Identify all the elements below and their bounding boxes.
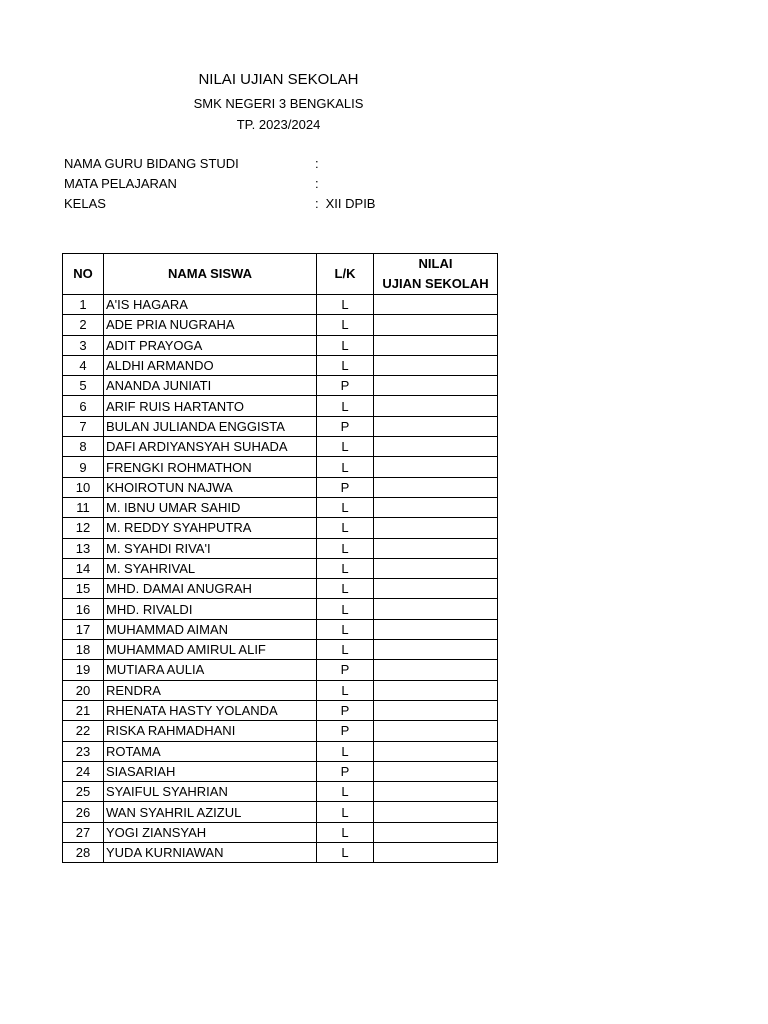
- cell-no: 7: [63, 416, 104, 436]
- table-row: [63, 295, 498, 315]
- cell-no: 18: [63, 640, 104, 660]
- cell-lk: P: [317, 416, 374, 436]
- table-row: [63, 558, 498, 578]
- table-row: [63, 497, 498, 517]
- header-nilai: [374, 254, 498, 295]
- table-row: [63, 741, 498, 761]
- cell-name: M. SYAHRIVAL: [104, 558, 317, 578]
- cell-lk: L: [317, 619, 374, 639]
- cell-name: M. IBNU UMAR SAHID: [104, 497, 317, 517]
- cell-nilai: [374, 782, 498, 802]
- cell-no: 13: [63, 538, 104, 558]
- table-row: [63, 700, 498, 720]
- cell-no: 24: [63, 761, 104, 781]
- cell-name: M. REDDY SYAHPUTRA: [104, 518, 317, 538]
- cell-nilai: [374, 538, 498, 558]
- cell-lk: L: [317, 741, 374, 761]
- cell-lk: P: [317, 376, 374, 396]
- kelas-colon: :: [315, 196, 319, 211]
- cell-nilai: [374, 416, 498, 436]
- table-row: [63, 782, 498, 802]
- cell-lk: L: [317, 579, 374, 599]
- header-no: NO: [63, 254, 104, 295]
- cell-no: 1: [63, 295, 104, 315]
- cell-no: 20: [63, 680, 104, 700]
- cell-no: 15: [63, 579, 104, 599]
- table-row: [63, 538, 498, 558]
- cell-name: ROTAMA: [104, 741, 317, 761]
- cell-name: RISKA RAHMADHANI: [104, 721, 317, 741]
- cell-nilai: [374, 660, 498, 680]
- cell-name: ANANDA JUNIATI: [104, 376, 317, 396]
- grades-table: [62, 253, 498, 863]
- cell-lk: L: [317, 315, 374, 335]
- cell-name: YUDA KURNIAWAN: [104, 843, 317, 863]
- cell-lk: L: [317, 497, 374, 517]
- header-lk: L/K: [317, 254, 374, 295]
- cell-no: 25: [63, 782, 104, 802]
- cell-nilai: [374, 396, 498, 416]
- header-nilai-line1: NILAI: [418, 256, 453, 271]
- cell-no: 12: [63, 518, 104, 538]
- cell-nilai: [374, 335, 498, 355]
- table-header-row: [63, 254, 498, 295]
- table-row: [63, 457, 498, 477]
- cell-nilai: [374, 376, 498, 396]
- cell-name: M. SYAHDI RIVA'I: [104, 538, 317, 558]
- cell-no: 10: [63, 477, 104, 497]
- cell-no: 9: [63, 457, 104, 477]
- cell-name: MUTIARA AULIA: [104, 660, 317, 680]
- cell-name: DAFI ARDIYANSYAH SUHADA: [104, 437, 317, 457]
- cell-lk: L: [317, 457, 374, 477]
- cell-lk: L: [317, 396, 374, 416]
- table-row: [63, 761, 498, 781]
- cell-name: ARIF RUIS HARTANTO: [104, 396, 317, 416]
- cell-nilai: [374, 761, 498, 781]
- table-row: [63, 376, 498, 396]
- table-row: [63, 802, 498, 822]
- cell-nilai: [374, 295, 498, 315]
- table-row: [63, 599, 498, 619]
- cell-lk: L: [317, 822, 374, 842]
- table-row: [63, 335, 498, 355]
- table-row: [63, 579, 498, 599]
- cell-nilai: [374, 802, 498, 822]
- cell-nilai: [374, 477, 498, 497]
- cell-no: 28: [63, 843, 104, 863]
- cell-lk: L: [317, 782, 374, 802]
- cell-name: A'IS HAGARA: [104, 295, 317, 315]
- table-row: [63, 477, 498, 497]
- cell-lk: L: [317, 518, 374, 538]
- kelas-value: [322, 196, 375, 211]
- cell-name: KHOIROTUN NAJWA: [104, 477, 317, 497]
- cell-no: 27: [63, 822, 104, 842]
- cell-no: 4: [63, 355, 104, 375]
- cell-lk: L: [317, 558, 374, 578]
- table-row: [63, 315, 498, 335]
- academic-year: TP. 2023/2024: [236, 117, 321, 132]
- cell-name: RENDRA: [104, 680, 317, 700]
- cell-no: 14: [63, 558, 104, 578]
- cell-nilai: [374, 579, 498, 599]
- cell-nilai: [374, 457, 498, 477]
- document-title: NILAI UJIAN SEKOLAH: [198, 71, 359, 88]
- cell-nilai: [374, 680, 498, 700]
- table-row: [63, 355, 498, 375]
- table-row: [63, 416, 498, 436]
- cell-lk: L: [317, 538, 374, 558]
- cell-lk: L: [317, 680, 374, 700]
- mapel-label: MATA PELAJARAN: [64, 176, 177, 191]
- cell-nilai: [374, 619, 498, 639]
- cell-name: MUHAMMAD AMIRUL ALIF: [104, 640, 317, 660]
- cell-lk: L: [317, 802, 374, 822]
- cell-name: MUHAMMAD AIMAN: [104, 619, 317, 639]
- cell-name: MHD. RIVALDI: [104, 599, 317, 619]
- cell-nilai: [374, 497, 498, 517]
- cell-no: 22: [63, 721, 104, 741]
- cell-name: SIASARIAH: [104, 761, 317, 781]
- table-body: [63, 295, 498, 863]
- cell-no: 26: [63, 802, 104, 822]
- table-row: [63, 721, 498, 741]
- table-row: [63, 822, 498, 842]
- cell-no: 6: [63, 396, 104, 416]
- cell-no: 19: [63, 660, 104, 680]
- kelas-value-text: XII DPIB: [325, 196, 376, 211]
- cell-no: 17: [63, 619, 104, 639]
- cell-name: RHENATA HASTY YOLANDA: [104, 700, 317, 720]
- cell-lk: L: [317, 335, 374, 355]
- cell-lk: P: [317, 660, 374, 680]
- cell-lk: P: [317, 761, 374, 781]
- table-row: [63, 640, 498, 660]
- cell-nilai: [374, 355, 498, 375]
- table-row: [63, 680, 498, 700]
- cell-nilai: [374, 721, 498, 741]
- cell-no: 16: [63, 599, 104, 619]
- school-name: SMK NEGERI 3 BENGKALIS: [193, 96, 364, 111]
- cell-nilai: [374, 700, 498, 720]
- cell-name: ADE PRIA NUGRAHA: [104, 315, 317, 335]
- table-row: [63, 518, 498, 538]
- cell-nilai: [374, 640, 498, 660]
- cell-no: 11: [63, 497, 104, 517]
- cell-no: 3: [63, 335, 104, 355]
- header-name: NAMA SISWA: [104, 254, 317, 295]
- cell-no: 5: [63, 376, 104, 396]
- cell-lk: P: [317, 721, 374, 741]
- cell-name: WAN SYAHRIL AZIZUL: [104, 802, 317, 822]
- cell-nilai: [374, 822, 498, 842]
- table-row: [63, 660, 498, 680]
- cell-name: ALDHI ARMANDO: [104, 355, 317, 375]
- table-row: [63, 396, 498, 416]
- table-row: [63, 437, 498, 457]
- cell-lk: P: [317, 700, 374, 720]
- cell-lk: P: [317, 477, 374, 497]
- cell-nilai: [374, 741, 498, 761]
- cell-nilai: [374, 599, 498, 619]
- cell-nilai: [374, 437, 498, 457]
- cell-name: BULAN JULIANDA ENGGISTA: [104, 416, 317, 436]
- cell-no: 21: [63, 700, 104, 720]
- cell-nilai: [374, 558, 498, 578]
- cell-lk: L: [317, 640, 374, 660]
- cell-lk: L: [317, 437, 374, 457]
- kelas-label: KELAS: [64, 196, 106, 211]
- mapel-colon: :: [315, 176, 319, 191]
- cell-no: 23: [63, 741, 104, 761]
- cell-no: 8: [63, 437, 104, 457]
- guru-colon: :: [315, 156, 319, 171]
- cell-nilai: [374, 518, 498, 538]
- table-row: [63, 843, 498, 863]
- cell-name: SYAIFUL SYAHRIAN: [104, 782, 317, 802]
- cell-lk: L: [317, 355, 374, 375]
- cell-name: MHD. DAMAI ANUGRAH: [104, 579, 317, 599]
- cell-nilai: [374, 843, 498, 863]
- guru-label: NAMA GURU BIDANG STUDI: [64, 156, 239, 171]
- cell-name: YOGI ZIANSYAH: [104, 822, 317, 842]
- cell-nilai: [374, 315, 498, 335]
- cell-name: ADIT PRAYOGA: [104, 335, 317, 355]
- cell-lk: L: [317, 599, 374, 619]
- cell-lk: L: [317, 295, 374, 315]
- cell-no: 2: [63, 315, 104, 335]
- cell-lk: L: [317, 843, 374, 863]
- table-row: [63, 619, 498, 639]
- cell-name: FRENGKI ROHMATHON: [104, 457, 317, 477]
- header-nilai-line2: UJIAN SEKOLAH: [382, 276, 489, 291]
